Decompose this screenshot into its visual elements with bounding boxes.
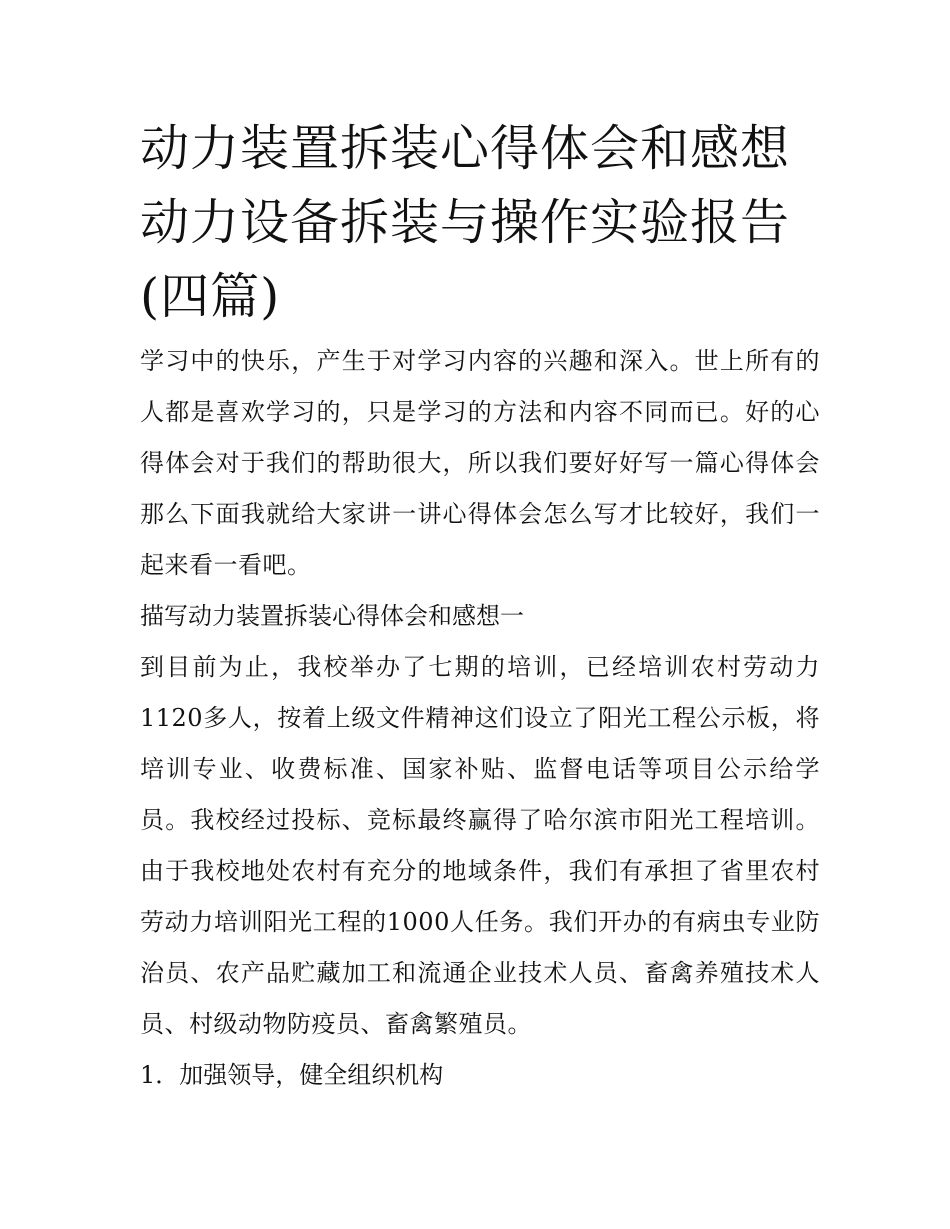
body-paragraph: 到目前为止，我校举办了七期的培训，已经培训农村劳动力1120多人，按着上级文件精神这们设立了阳光工程公示板，将培训专业、收费标准、国家补贴、监督电话等项目公示给学员。我校经过投标、竞标最终赢得了哈尔滨市阳光工程培训。由于我校地处农村有充分的地域条件，我们有承担了省里农村劳动力培训阳光工程的1000人任务。我们开办的有病虫专业防治员、农产品贮藏加工和流通企业技术人员、畜禽养殖技术人员、村级动物防疫员、畜禽繁殖员。 xyxy=(140,653,820,1038)
document-page xyxy=(140,112,820,1101)
list-item: 1．加强领导，健全组织机构 xyxy=(140,1061,444,1089)
title-line-3: (四篇) xyxy=(140,268,281,325)
title-line-2: 动力设备拆装与操作实验报告 xyxy=(140,194,791,251)
intro-paragraph: 学习中的快乐，产生于对学习内容的兴趣和深入。世上所有的人都是喜欢学习的，只是学习的方法和内容不同而已。好的心得体会对于我们的帮助很大，所以我们要好好写一篇心得体会那么下面我就给大家讲一讲心得体会怎么写才比较好，我们一起来看一看吧。 xyxy=(140,347,820,579)
document-title xyxy=(140,112,820,334)
section-heading: 描写动力装置拆装心得体会和感想一 xyxy=(140,602,524,630)
title-line-1: 动力装置拆装心得体会和感想 xyxy=(140,120,791,177)
